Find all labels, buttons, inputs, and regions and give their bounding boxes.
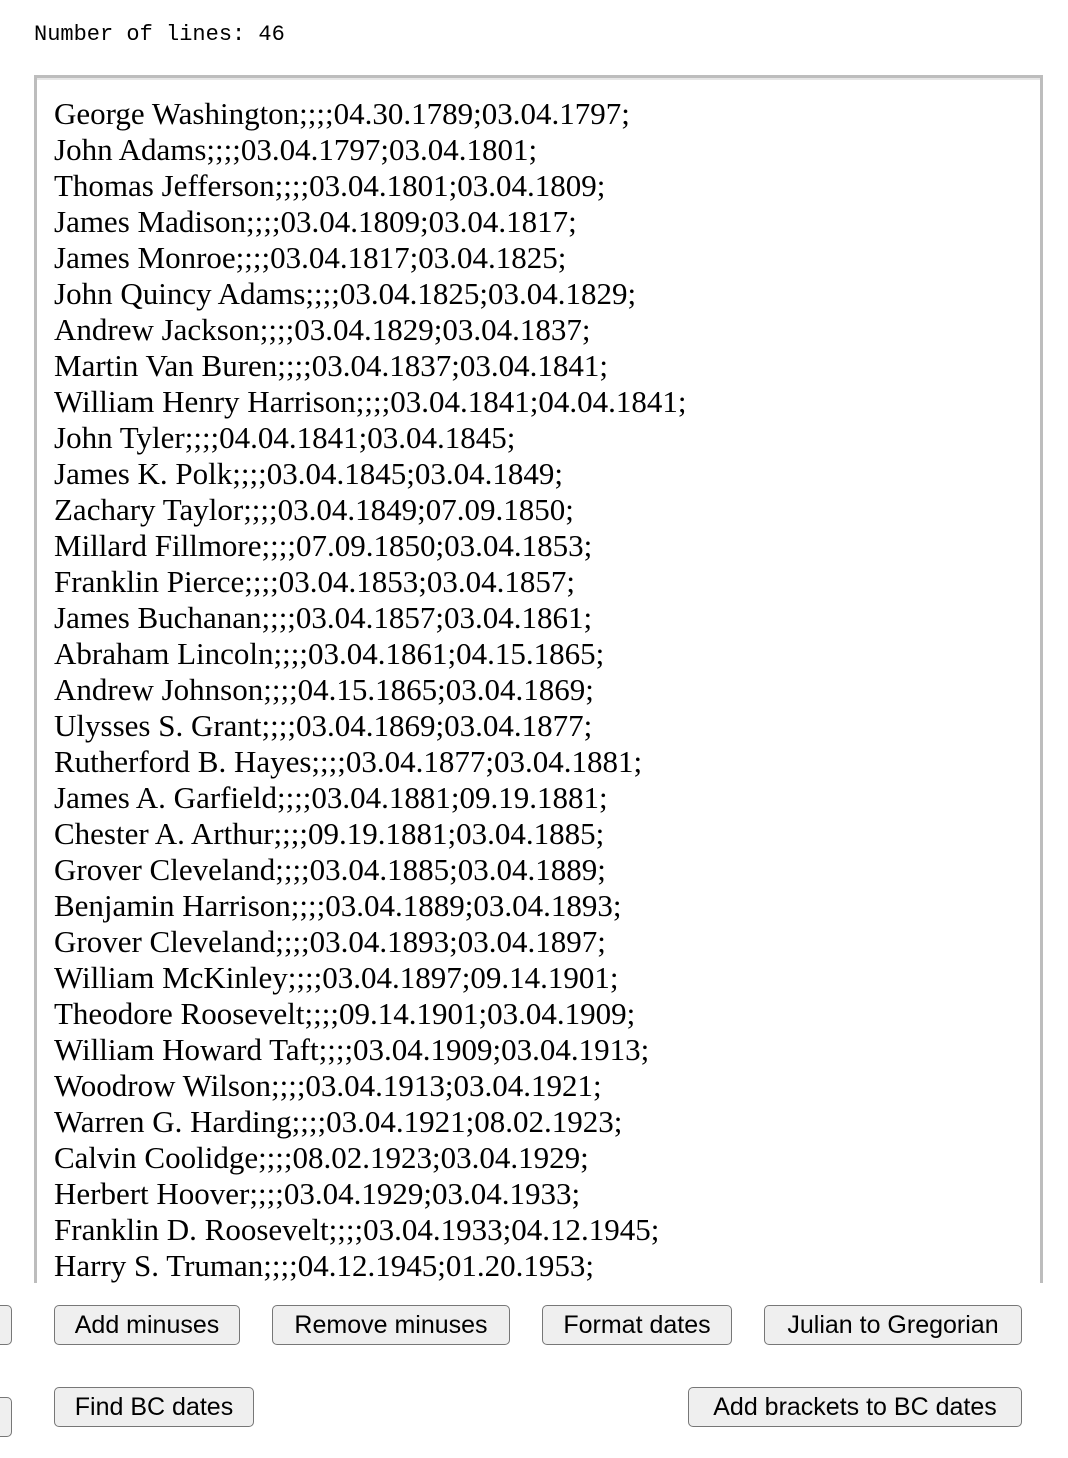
text-line: Grover Cleveland;;;;03.04.1885;03.04.1889; bbox=[54, 852, 606, 887]
textarea-lines bbox=[54, 96, 686, 1283]
text-line: James Monroe;;;;03.04.1817;03.04.1825; bbox=[54, 240, 567, 275]
text-line: Thomas Jefferson;;;;03.04.1801;03.04.1809; bbox=[54, 168, 606, 203]
add-brackets-bc-dates-button[interactable]: Add brackets to BC dates bbox=[688, 1387, 1022, 1427]
text-line: Ulysses S. Grant;;;;03.04.1869;03.04.1877; bbox=[54, 708, 593, 743]
julian-to-gregorian-button[interactable]: Julian to Gregorian bbox=[764, 1305, 1022, 1345]
text-line: James A. Garfield;;;;03.04.1881;09.19.1881; bbox=[54, 780, 608, 815]
text-line: Grover Cleveland;;;;03.04.1893;03.04.1897; bbox=[54, 924, 606, 959]
text-line: Andrew Johnson;;;;04.15.1865;03.04.1869; bbox=[54, 672, 594, 707]
text-line: William McKinley;;;;03.04.1897;09.14.1901; bbox=[54, 960, 619, 995]
text-line: James Madison;;;;03.04.1809;03.04.1817; bbox=[54, 204, 577, 239]
format-dates-button[interactable]: Format dates bbox=[542, 1305, 732, 1345]
text-line: Martin Van Buren;;;;03.04.1837;03.04.1841; bbox=[54, 348, 608, 383]
text-line: Andrew Jackson;;;;03.04.1829;03.04.1837; bbox=[54, 312, 591, 347]
text-line: Abraham Lincoln;;;;03.04.1861;04.15.1865; bbox=[54, 636, 605, 671]
text-line: Calvin Coolidge;;;;08.02.1923;03.04.1929; bbox=[54, 1140, 589, 1175]
text-line: Zachary Taylor;;;;03.04.1849;07.09.1850; bbox=[54, 492, 574, 527]
text-line: John Quincy Adams;;;;03.04.1825;03.04.1829; bbox=[54, 276, 637, 311]
text-line: John Tyler;;;;04.04.1841;03.04.1845; bbox=[54, 420, 516, 455]
text-line: James Buchanan;;;;03.04.1857;03.04.1861; bbox=[54, 600, 593, 635]
remove-minuses-button[interactable]: Remove minuses bbox=[272, 1305, 510, 1345]
text-line: Millard Fillmore;;;;07.09.1850;03.04.1853; bbox=[54, 528, 593, 563]
text-line: Theodore Roosevelt;;;;09.14.1901;03.04.1909; bbox=[54, 996, 636, 1031]
text-line: William Howard Taft;;;;03.04.1909;03.04.1913; bbox=[54, 1032, 650, 1067]
text-line: Rutherford B. Hayes;;;;03.04.1877;03.04.1881; bbox=[54, 744, 643, 779]
text-line: Chester A. Arthur;;;;09.19.1881;03.04.1885; bbox=[54, 816, 605, 851]
text-line: Franklin D. Roosevelt;;;;03.04.1933;04.12.1945; bbox=[54, 1212, 660, 1247]
offscreen-button[interactable] bbox=[0, 1397, 12, 1437]
text-line: Franklin Pierce;;;;03.04.1853;03.04.1857; bbox=[54, 564, 575, 599]
text-line: Benjamin Harrison;;;;03.04.1889;03.04.1893; bbox=[54, 888, 622, 923]
text-line: Harry S. Truman;;;;04.12.1945;01.20.1953; bbox=[54, 1248, 594, 1283]
text-line: John Adams;;;;03.04.1797;03.04.1801; bbox=[54, 132, 538, 167]
text-line: James K. Polk;;;;03.04.1845;03.04.1849; bbox=[54, 456, 563, 491]
text-line: Herbert Hoover;;;;03.04.1929;03.04.1933; bbox=[54, 1176, 581, 1211]
textarea-inner-shadow bbox=[37, 78, 1040, 80]
text-line: Woodrow Wilson;;;;03.04.1913;03.04.1921; bbox=[54, 1068, 602, 1103]
add-minuses-button[interactable]: Add minuses bbox=[54, 1305, 240, 1345]
text-line: Warren G. Harding;;;;03.04.1921;08.02.1923; bbox=[54, 1104, 623, 1139]
data-textarea[interactable] bbox=[34, 75, 1043, 1283]
find-bc-dates-button[interactable]: Find BC dates bbox=[54, 1387, 254, 1427]
line-count-label: Number of lines: 46 bbox=[34, 22, 285, 47]
text-line: George Washington;;;;04.30.1789;03.04.1797; bbox=[54, 96, 630, 131]
text-line: William Henry Harrison;;;;03.04.1841;04.04.1841; bbox=[54, 384, 687, 419]
offscreen-button[interactable] bbox=[0, 1305, 12, 1345]
